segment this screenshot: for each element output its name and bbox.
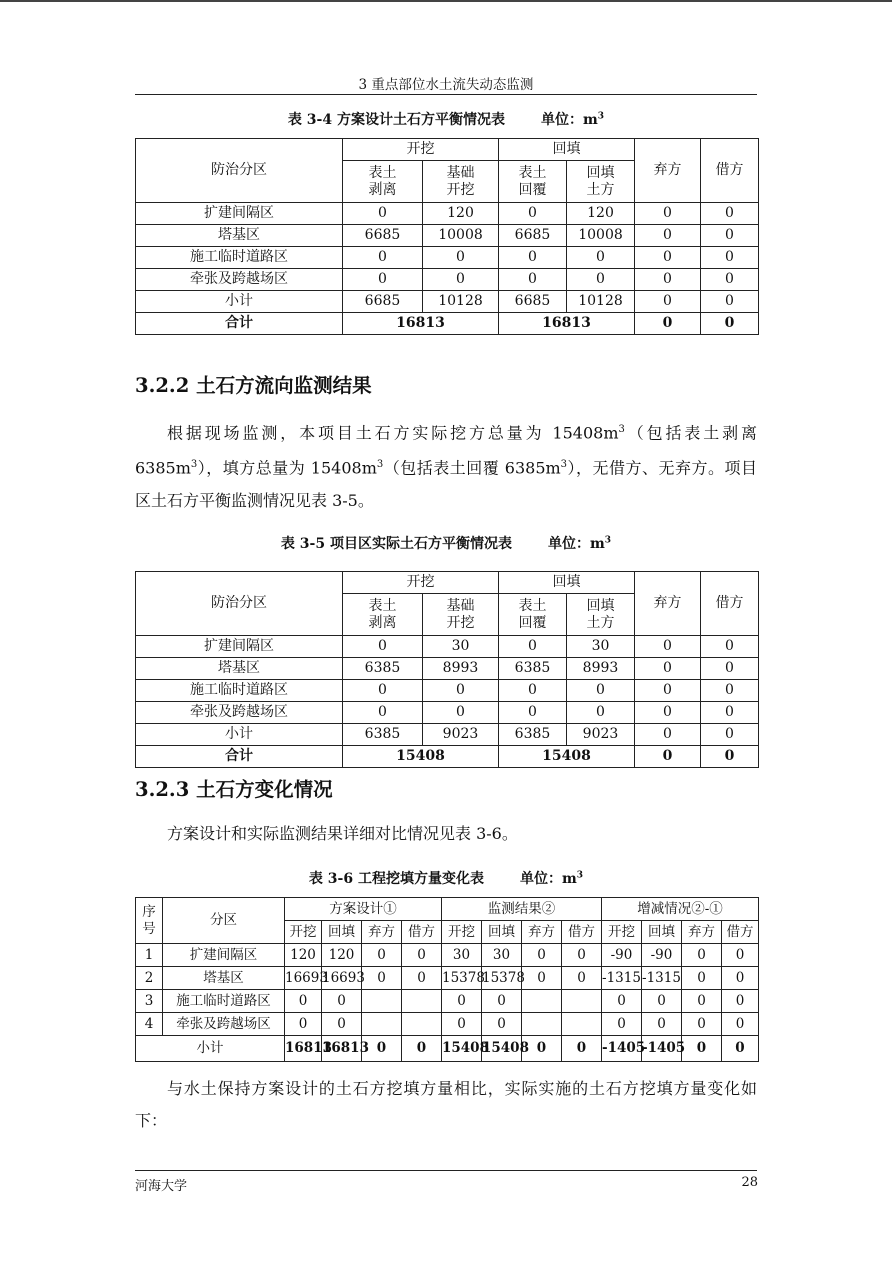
table-cell: 0 [499, 203, 567, 225]
header-sub-borrow: 借方 [402, 921, 442, 944]
table-cell: 0 [701, 724, 759, 746]
table-row [136, 203, 759, 225]
table-cell: 0 [322, 1013, 362, 1036]
section-3-2-3-heading: 3.2.3 土石方变化情况 [135, 778, 333, 801]
table-cell: 0 [701, 247, 759, 269]
table-cell: 0 [522, 1036, 562, 1062]
header-waste: 弃方 [635, 139, 701, 203]
table-cell: 0 [722, 1013, 759, 1036]
table-cell: 0 [285, 1013, 322, 1036]
table-3-5 [135, 571, 759, 768]
table-cell: 8993 [423, 658, 499, 680]
table-cell: 0 [602, 990, 642, 1013]
table-row [136, 247, 759, 269]
table-cell: 0 [722, 1036, 759, 1062]
table-cell: 10008 [567, 225, 635, 247]
table-unit: 单位：m [540, 112, 598, 128]
table-cell: 0 [701, 658, 759, 680]
table-cell: 塔基区 [136, 225, 343, 247]
section-3-2-2-paragraph: 根据现场监测，本项目土石方实际挖方总量为 $15408m^3$（包括表土剥离 $6385m^3$），填方总量为 $15408m^3$（包括表土回覆 $6385m^3$），无借方、无弃方。项目区土石方平衡监测情况见表 3-5。 [135, 423, 757, 510]
table-cell: 塔基区 [163, 967, 285, 990]
table-cell: 0 [362, 1036, 402, 1062]
table-cell: 15378 [482, 967, 522, 990]
table-cell: 0 [402, 967, 442, 990]
table-unit: 单位：m [547, 536, 605, 552]
table-cell: 0 [635, 247, 701, 269]
table-cell: 0 [635, 291, 701, 313]
table-cell: 0 [442, 990, 482, 1013]
table-cell: 0 [499, 269, 567, 291]
header-seq: 序 号 [136, 898, 163, 944]
table-cell: 牵张及跨越场区 [163, 1013, 285, 1036]
table-cell: 0 [402, 944, 442, 967]
table-cell: 6385 [499, 658, 567, 680]
table-cell: 0 [343, 680, 423, 702]
table-cell: 0 [682, 1036, 722, 1062]
table-cell: 0 [362, 944, 402, 967]
header-sub-borrow: 借方 [562, 921, 602, 944]
header-fill: 回填 [499, 572, 635, 594]
header-fill-topsoil: 表土 回覆 [499, 161, 567, 203]
header-fill-earth: 回填 土方 [567, 594, 635, 636]
table-row [136, 636, 759, 658]
table-row [136, 724, 759, 746]
table-cell: 牵张及跨越场区 [136, 702, 343, 724]
table-cell: 4 [136, 1013, 163, 1036]
table-cell: 0 [499, 680, 567, 702]
table-row [136, 225, 759, 247]
table-3-4 [135, 138, 759, 335]
table-cell: 0 [343, 269, 423, 291]
table-cell: 0 [635, 203, 701, 225]
table-cell: 0 [482, 1013, 522, 1036]
table-cell: 扩建间隔区 [163, 944, 285, 967]
table-cell: 0 [362, 967, 402, 990]
table-cell: 0 [701, 702, 759, 724]
header-group-change: 增减情况②-① [602, 898, 759, 921]
total-label: 合计 [136, 746, 343, 768]
total-borrow: 0 [701, 313, 759, 335]
header-dig: 开挖 [343, 572, 499, 594]
table-cell: 9023 [423, 724, 499, 746]
table-cell: 0 [499, 636, 567, 658]
subtotal-row [136, 1036, 759, 1062]
table-cell: 0 [635, 724, 701, 746]
table-cell: 0 [522, 944, 562, 967]
table-cell: 30 [442, 944, 482, 967]
table-cell: 0 [343, 203, 423, 225]
table-cell: 0 [635, 636, 701, 658]
table-cell: 16693 [322, 967, 362, 990]
table-cell: 0 [635, 658, 701, 680]
table-cell [562, 1013, 602, 1036]
header-sub-fill: 回填 [482, 921, 522, 944]
table-cell: 0 [343, 636, 423, 658]
table-cell: 30 [567, 636, 635, 658]
table-row [136, 702, 759, 724]
table-row [136, 944, 759, 967]
table-cell: 0 [635, 680, 701, 702]
table-3-6-caption [135, 868, 757, 888]
table-cell: 2 [136, 967, 163, 990]
table-cell: 0 [562, 967, 602, 990]
total-dig: 15408 [343, 746, 499, 768]
table-cell: -90 [642, 944, 682, 967]
table-cell: 0 [722, 944, 759, 967]
table-cell: 0 [701, 680, 759, 702]
running-header: 3 重点部位水土流失动态监测 [358, 77, 534, 93]
table-cell: 0 [567, 680, 635, 702]
header-dig: 开挖 [343, 139, 499, 161]
table-cell: 施工临时道路区 [136, 247, 343, 269]
total-fill: 15408 [499, 746, 635, 768]
unit-superscript: 3 [597, 111, 605, 122]
table-cell: 9023 [567, 724, 635, 746]
table-cell: 塔基区 [136, 658, 343, 680]
table-cell: 0 [423, 269, 499, 291]
header-sub-dig: 开挖 [602, 921, 642, 944]
table-cell: 16693 [285, 967, 322, 990]
table-cell [402, 990, 442, 1013]
table-cell: 0 [722, 990, 759, 1013]
header-sub-waste: 弃方 [522, 921, 562, 944]
header-sub-borrow: 借方 [722, 921, 759, 944]
table-cell: 小计 [136, 724, 343, 746]
table-cell: 6685 [343, 225, 423, 247]
header-group-monitor: 监测结果② [442, 898, 602, 921]
subtotal-label: 小计 [136, 1036, 285, 1062]
table-cell: 30 [423, 636, 499, 658]
table-cell: 0 [423, 247, 499, 269]
header-sub-fill: 回填 [642, 921, 682, 944]
table-cell: 15408 [442, 1036, 482, 1062]
table-cell: 0 [635, 269, 701, 291]
table-cell: 0 [701, 269, 759, 291]
table-row [136, 967, 759, 990]
table-cell: 30 [482, 944, 522, 967]
total-borrow: 0 [701, 746, 759, 768]
table-row [136, 680, 759, 702]
footer-rule [135, 1170, 757, 1171]
table-cell: 10128 [567, 291, 635, 313]
header-sub-waste: 弃方 [362, 921, 402, 944]
table-cell: 0 [602, 1013, 642, 1036]
table-cell: 小计 [136, 291, 343, 313]
header-sub-fill: 回填 [322, 921, 362, 944]
table-cell: 0 [722, 967, 759, 990]
table-cell: 0 [343, 247, 423, 269]
table-cell: 0 [635, 225, 701, 247]
unit-superscript: 3 [576, 870, 584, 881]
table-cell: 0 [285, 990, 322, 1013]
header-fill-earth: 回填 土方 [567, 161, 635, 203]
table-cell: 0 [682, 944, 722, 967]
table-cell: 10008 [423, 225, 499, 247]
header-dig-topsoil: 表土 剥离 [343, 161, 423, 203]
table-body [136, 944, 759, 1036]
table-row [136, 1013, 759, 1036]
table-cell: 16813 [322, 1036, 362, 1062]
table-cell: 0 [635, 702, 701, 724]
table-3-6 [135, 897, 759, 1062]
table-cell: 0 [442, 1013, 482, 1036]
table-cell [522, 1013, 562, 1036]
table-cell: 3 [136, 990, 163, 1013]
header-dig-topsoil: 表土 剥离 [343, 594, 423, 636]
table-caption-text: 表 3-6 工程挖填方量变化表 [308, 871, 484, 887]
table-cell: 10128 [423, 291, 499, 313]
total-label: 合计 [136, 313, 343, 335]
table-3-4-caption [135, 109, 757, 129]
table-cell: 0 [701, 225, 759, 247]
table-cell: 6685 [499, 291, 567, 313]
table-cell: 0 [701, 291, 759, 313]
table-cell [522, 990, 562, 1013]
page-number: 28 [741, 1175, 758, 1190]
table-cell: 120 [322, 944, 362, 967]
total-fill: 16813 [499, 313, 635, 335]
closing-paragraph: 与水土保持方案设计的土石方挖填方量相比，实际实施的土石方挖填方量变化如下： [135, 1079, 757, 1130]
table-cell: -1315 [642, 967, 682, 990]
table-cell: 6385 [343, 724, 423, 746]
unit-superscript: 3 [604, 535, 612, 546]
table-cell: 0 [322, 990, 362, 1013]
section-3-2-2-heading: 3.2.2 土石方流向监测结果 [135, 374, 372, 397]
header-sub-dig: 开挖 [442, 921, 482, 944]
table-cell: 扩建间隔区 [136, 203, 343, 225]
table-cell [402, 1013, 442, 1036]
table-cell: 0 [701, 203, 759, 225]
header-dig-foundation: 基础 开挖 [423, 161, 499, 203]
table-cell: 6685 [343, 291, 423, 313]
table-cell: 0 [423, 702, 499, 724]
header-rule [135, 94, 757, 95]
header-sub-dig: 开挖 [285, 921, 322, 944]
total-waste: 0 [635, 313, 701, 335]
table-row [136, 990, 759, 1013]
table-cell: 0 [682, 1013, 722, 1036]
section-3-2-3-paragraph: 方案设计和实际监测结果详细对比情况见表 3-6。 [167, 824, 518, 843]
table-cell: 扩建间隔区 [136, 636, 343, 658]
table-cell: -1405 [602, 1036, 642, 1062]
table-unit: 单位：m [519, 871, 577, 887]
table-cell: 6385 [499, 724, 567, 746]
footer-organization: 河海大学 [135, 1179, 188, 1194]
header-zone: 防治分区 [136, 139, 343, 203]
table-cell: 0 [499, 702, 567, 724]
header-waste: 弃方 [635, 572, 701, 636]
header-fill-topsoil: 表土 回覆 [499, 594, 567, 636]
table-cell: -90 [602, 944, 642, 967]
table-cell: 120 [285, 944, 322, 967]
table-body [136, 203, 759, 313]
table-cell: 0 [482, 990, 522, 1013]
table-row [136, 269, 759, 291]
table-cell: 15378 [442, 967, 482, 990]
table-cell: 0 [701, 636, 759, 658]
table-3-5-caption [135, 533, 757, 553]
table-cell: -1315 [602, 967, 642, 990]
table-cell: 0 [567, 247, 635, 269]
header-borrow: 借方 [701, 572, 759, 636]
header-fill: 回填 [499, 139, 635, 161]
table-caption-text: 表 3-4 方案设计土石方平衡情况表 [287, 112, 505, 128]
table-cell: 施工临时道路区 [136, 680, 343, 702]
table-cell: 0 [642, 990, 682, 1013]
table-cell: 0 [682, 967, 722, 990]
table-cell: 0 [423, 680, 499, 702]
table-cell: 8993 [567, 658, 635, 680]
table-cell [362, 1013, 402, 1036]
table-cell: 120 [567, 203, 635, 225]
table-cell: 0 [642, 1013, 682, 1036]
table-cell: 0 [522, 967, 562, 990]
table-cell: 120 [423, 203, 499, 225]
header-sub-waste: 弃方 [682, 921, 722, 944]
total-dig: 16813 [343, 313, 499, 335]
table-cell: 0 [567, 702, 635, 724]
table-cell: 0 [562, 1036, 602, 1062]
table-cell [562, 990, 602, 1013]
table-cell: 0 [343, 702, 423, 724]
table-caption-text: 表 3-5 项目区实际土石方平衡情况表 [280, 536, 512, 552]
table-cell: 0 [567, 269, 635, 291]
table-cell: 15408 [482, 1036, 522, 1062]
header-borrow: 借方 [701, 139, 759, 203]
header-zone: 防治分区 [136, 572, 343, 636]
table-cell: 牵张及跨越场区 [136, 269, 343, 291]
header-zone: 分区 [163, 898, 285, 944]
table-cell [362, 990, 402, 1013]
table-body [136, 636, 759, 746]
total-waste: 0 [635, 746, 701, 768]
header-dig-foundation: 基础 开挖 [423, 594, 499, 636]
table-cell: 6385 [343, 658, 423, 680]
table-cell: 施工临时道路区 [163, 990, 285, 1013]
table-row [136, 291, 759, 313]
table-row [136, 658, 759, 680]
table-cell: -1405 [642, 1036, 682, 1062]
table-cell: 1 [136, 944, 163, 967]
table-cell: 0 [499, 247, 567, 269]
table-cell: 0 [562, 944, 602, 967]
table-cell: 16813 [285, 1036, 322, 1062]
table-cell: 0 [402, 1036, 442, 1062]
table-cell: 6685 [499, 225, 567, 247]
table-cell: 0 [682, 990, 722, 1013]
header-group-design: 方案设计① [285, 898, 442, 921]
